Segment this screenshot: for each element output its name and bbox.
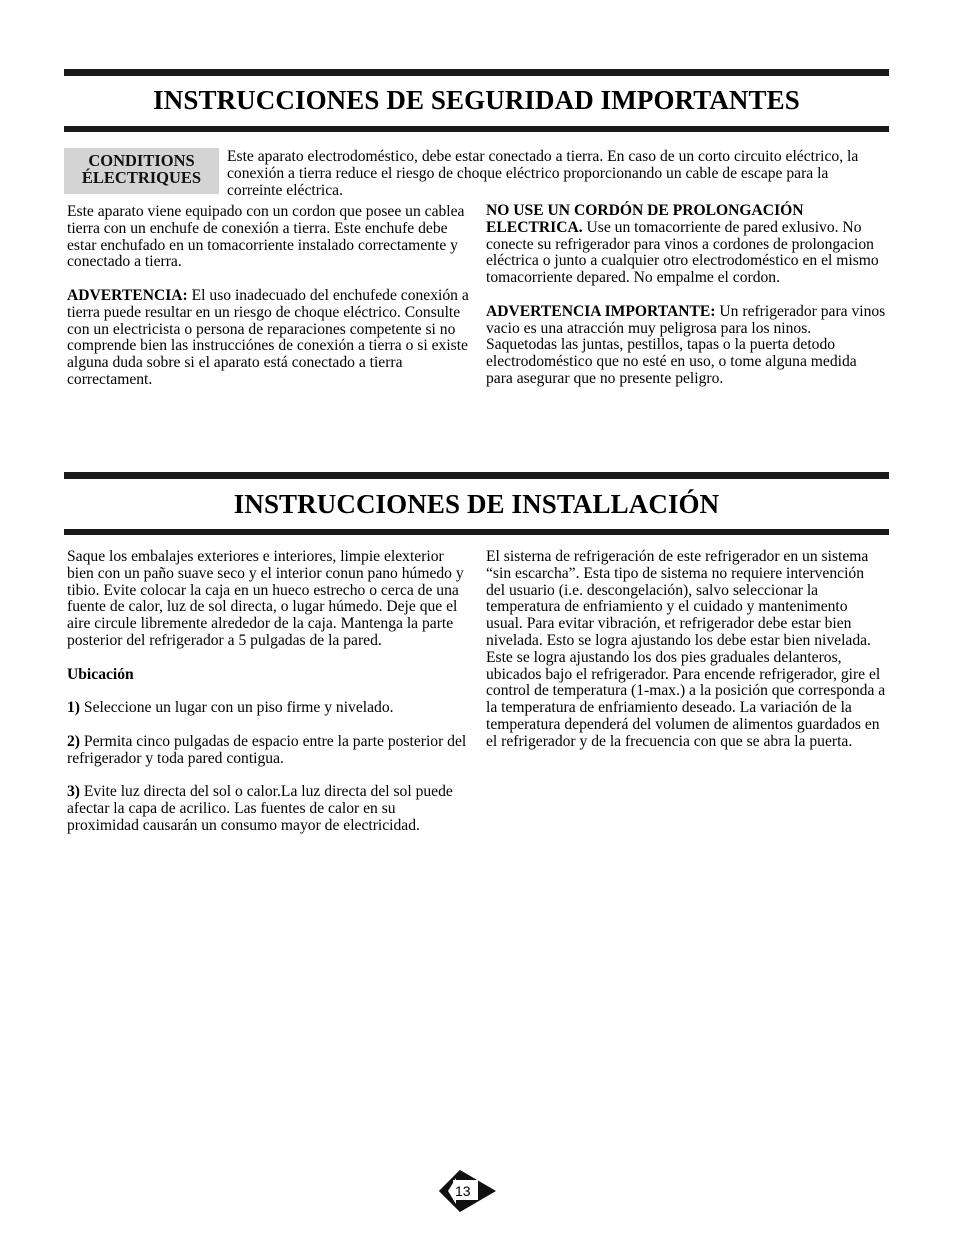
installation-top-rule	[64, 472, 889, 479]
tag-line-1: CONDITIONS	[88, 151, 195, 170]
important-warning-label: ADVERTENCIA IMPORTANTE:	[486, 302, 716, 320]
item-3-text: Evite luz directa del sol o calor.La luz directa del sol puede afectar la capa de acrilico. Las fuentes de calor en su proximidad causarán un consumo mayor de electricidad.	[67, 783, 453, 834]
unpacking-paragraph: Saque los embalajes exteriores e interiores, limpie elexterior bien con un paño suave seco y el interior conun pano húmedo y tibio. Evite colocar la caja en un hueco estrecho o cerca de una fuente de calor, luz de sol directa, o lugar húmedo. Deje que el aire circule libremente alrededor de la caja. Mantenga la parte posterior del refrigerador a 5 pulgadas de la pared.	[67, 548, 464, 649]
item-3-number: 3)	[67, 783, 80, 801]
item-1-number: 1)	[67, 699, 80, 717]
item-2-number: 2)	[67, 732, 80, 750]
extension-cord-paragraph	[486, 203, 886, 287]
safety-right-column	[486, 203, 886, 388]
location-heading: Ubicación	[67, 665, 134, 683]
safety-title-rule	[64, 126, 889, 132]
location-item-1	[67, 700, 469, 717]
top-rule	[64, 69, 889, 76]
installation-title-rule	[64, 529, 889, 535]
item-2-text: Permita cinco pulgadas de espacio entre la parte posterior del refrigerador y toda pared contigua.	[67, 732, 467, 767]
installation-right-column	[486, 549, 886, 751]
installation-left-column	[67, 549, 469, 835]
grounding-paragraph: Este aparato viene equipado con un cordon que posee un cablea tierra con un enchufe de conexión a tierra. Este enchufe debe estar enchufado en un tomacorriente instalado correctamente y conectado a tierra.	[67, 203, 465, 271]
safety-left-column	[67, 204, 469, 389]
section-title-installation: INSTRUCCIONES DE INSTALLACIÓN	[233, 489, 720, 519]
electrical-conditions-tag	[64, 148, 219, 194]
important-warning-paragraph	[486, 304, 886, 388]
warning-label: ADVERTENCIA:	[67, 286, 188, 304]
section-title-safety: INSTRUCCIONES DE SEGURIDAD IMPORTANTES	[153, 85, 800, 115]
warning-paragraph	[67, 288, 469, 389]
tag-line-2: ÉLECTRIQUES	[81, 168, 202, 187]
item-1-text: Seleccione un lugar con un piso firme y nivelado.	[80, 699, 394, 717]
location-item-2	[67, 734, 469, 768]
extension-cord-label: NO USE UN CORDÓN DE PROLONGACIÓN ELECTRICA.	[486, 202, 804, 236]
refrigeration-system-paragraph: El sisterna de refrigeración de este refrigerador en un sistema “sin escarcha”. Esta tipo de sistema no requiere intervención del usuario (i.e. descongelación), salvo seleccionar la temperatura de enfriamiento y el cuidado y mantenimento usual. Para evitar vibración, et refrigerador debe estar bien nivelada. Esto se logra ajustando los debe estar bien nivelada. Este se logra ajustando los dos pies graduales delanteros, ubicados bajo el refrigerador. Para encende refrigerador, gire el control de temperatura (1-max.) a la posición que corresponda a la temperatura de enfriamiento deseado. La variación de la temperatura dependerá del volumen de alimentos guardados en el refrigerador y de la frecuencia con que se abra la puerta.	[486, 548, 886, 750]
grounding-intro: Este aparato electrodoméstico, debe estar conectado a tierra. En caso de un corto circuito eléctrico, la conexión a tierra reduce el riesgo de choque eléctrico proporcionando un cable de escape para la correinte eléctrica.	[227, 148, 859, 199]
location-item-3	[67, 784, 469, 834]
warning-text: El uso inadecuado del enchufede conexión a tierra puede resultar en un riesgo de choque eléctrico. Consulte con un electricista o persona de reparaciones competente si no comprende bien las instrucciónes de conexión a tierra o si existe alguna duda sobre si el aparato está conectado a tierra correctament.	[67, 286, 469, 388]
important-warning-text: Un refrigerador para vinos vacio es una atracción muy peligrosa para los ninos. Saquetodas las juntas, pestillos, tapas o la puerta detodo electrodoméstico que no esté en uso, o tome alguna medida para asegurar que no presente peligro.	[486, 302, 886, 387]
extension-cord-text: Use un tomacorriente de pared exlusivo. No conecte su refrigerador para vinos a cordones de prolongacion eléctrica o junto a cualquier otro electrodoméstico en el mismo tomacorriente depared. No empalme el cordon.	[486, 218, 879, 287]
page-number: 13	[455, 1183, 471, 1199]
